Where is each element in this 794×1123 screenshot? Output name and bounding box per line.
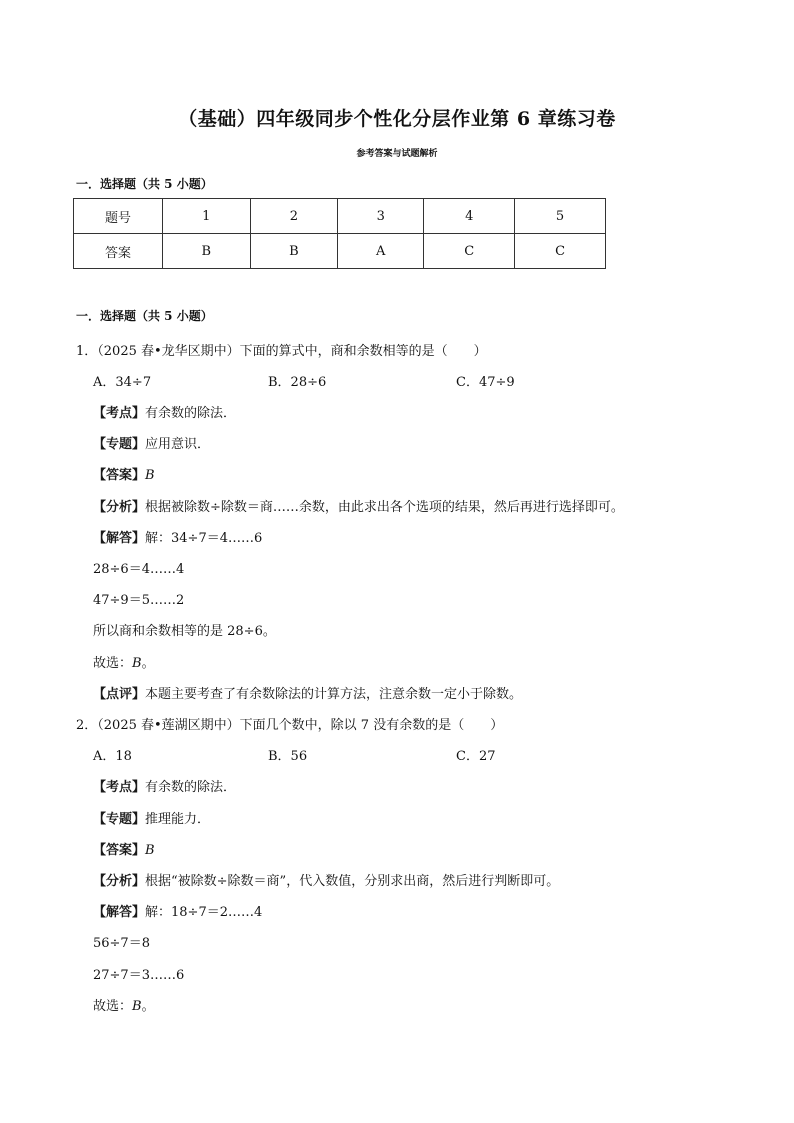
question-1-kaodian (93, 402, 236, 421)
answer-table (73, 198, 606, 269)
question-1-zhuanti (93, 433, 210, 452)
question-1-answer (93, 464, 155, 483)
kaodian-text: 有余数的除法． (145, 780, 237, 795)
answer-cell: C (515, 234, 606, 269)
kaodian-label: 【考点】 (93, 406, 146, 421)
question-1-option-b: B．28÷6 (268, 375, 327, 390)
solution-step: 27÷7＝3……6 (93, 968, 185, 983)
analysis-text: 根据“被除数÷除数＝商”，代入数值，分别求出商，然后进行判断即可。 (145, 874, 560, 889)
question-2-kaodian (93, 776, 236, 795)
answer-cell: A (338, 234, 424, 269)
solution-step: 28÷6＝4……4 (93, 562, 185, 577)
dianping-label: 【点评】 (93, 687, 146, 702)
kaodian-text: 有余数的除法． (145, 406, 237, 421)
answer-cell: C (424, 234, 515, 269)
question-2-option-a: A．18 (93, 749, 132, 764)
question-1-option-a: A．34÷7 (93, 375, 152, 390)
section-heading-solutions: 一．选择题（共 5 小题） (76, 309, 213, 323)
question-2-analysis (93, 870, 559, 889)
kaodian-label: 【考点】 (93, 780, 146, 795)
zhuanti-label: 【专题】 (93, 812, 146, 827)
question-1-analysis (93, 496, 624, 515)
question-1-conclusion (93, 652, 155, 671)
table-header-cell: 题号 (74, 199, 163, 234)
fenxi-label: 【分析】 (93, 874, 146, 889)
solution-step: 47÷9＝5……2 (93, 593, 185, 608)
question-number-cell: 3 (338, 199, 424, 234)
solution-step: 所以商和余数相等的是 28÷6。 (93, 624, 276, 639)
question-1-solution (93, 527, 262, 546)
question-1-option-c: C．47÷9 (456, 375, 515, 390)
zhuanti-text: 推理能力． (145, 812, 211, 827)
question-2-stem: 2．（2025 春•莲湖区期中）下面几个数中，除以 7 没有余数的是（ ） (76, 718, 504, 733)
jieda-label: 【解答】 (93, 531, 146, 546)
solution-text: 解：18÷7＝2……4 (145, 905, 263, 920)
question-2-solution (93, 901, 262, 920)
jieda-label: 【解答】 (93, 905, 146, 920)
answer-letter: B (145, 468, 155, 483)
answer-table-number-row (74, 199, 606, 234)
answer-cell: B (250, 234, 338, 269)
daan-label: 【答案】 (93, 843, 146, 858)
document-title: （基础）四年级同步个性化分层作业第 6 章练习卷 (178, 108, 616, 130)
zhuanti-label: 【专题】 (93, 437, 146, 452)
conclusion-answer: B (132, 999, 142, 1014)
conclusion-answer: B (132, 656, 142, 671)
zhuanti-text: 应用意识． (145, 437, 211, 452)
question-2-option-b: B．56 (268, 749, 308, 764)
question-number-cell: 4 (424, 199, 515, 234)
conclusion-prefix: 故选： (93, 999, 133, 1014)
question-1-comment (93, 683, 522, 702)
section-heading-answer-key: 一．选择题（共 5 小题） (76, 177, 213, 191)
question-number-cell: 1 (163, 199, 251, 234)
question-number-cell: 2 (250, 199, 338, 234)
table-header-cell: 答案 (74, 234, 163, 269)
question-2-zhuanti (93, 808, 210, 827)
conclusion-suffix: 。 (141, 999, 155, 1014)
answer-table-answer-row (74, 234, 606, 269)
question-2-option-c: C．27 (456, 749, 496, 764)
conclusion-suffix: 。 (141, 656, 155, 671)
document-subtitle: 参考答案与试题解析 (356, 149, 438, 159)
solution-step: 56÷7＝8 (93, 936, 150, 951)
question-2-conclusion (93, 995, 155, 1014)
fenxi-label: 【分析】 (93, 500, 146, 515)
conclusion-prefix: 故选： (93, 656, 133, 671)
analysis-text: 根据被除数÷除数＝商……余数，由此求出各个选项的结果，然后再进行选择即可。 (145, 500, 624, 515)
question-number-cell: 5 (515, 199, 606, 234)
answer-cell: B (163, 234, 251, 269)
answer-letter: B (145, 843, 155, 858)
question-1-stem: 1．（2025 春•龙华区期中）下面的算式中，商和余数相等的是（ ） (76, 344, 487, 359)
daan-label: 【答案】 (93, 468, 146, 483)
question-2-answer (93, 839, 155, 858)
solution-text: 解：34÷7＝4……6 (145, 531, 263, 546)
comment-text: 本题主要考查了有余数除法的计算方法，注意余数一定小于除数。 (145, 687, 523, 702)
